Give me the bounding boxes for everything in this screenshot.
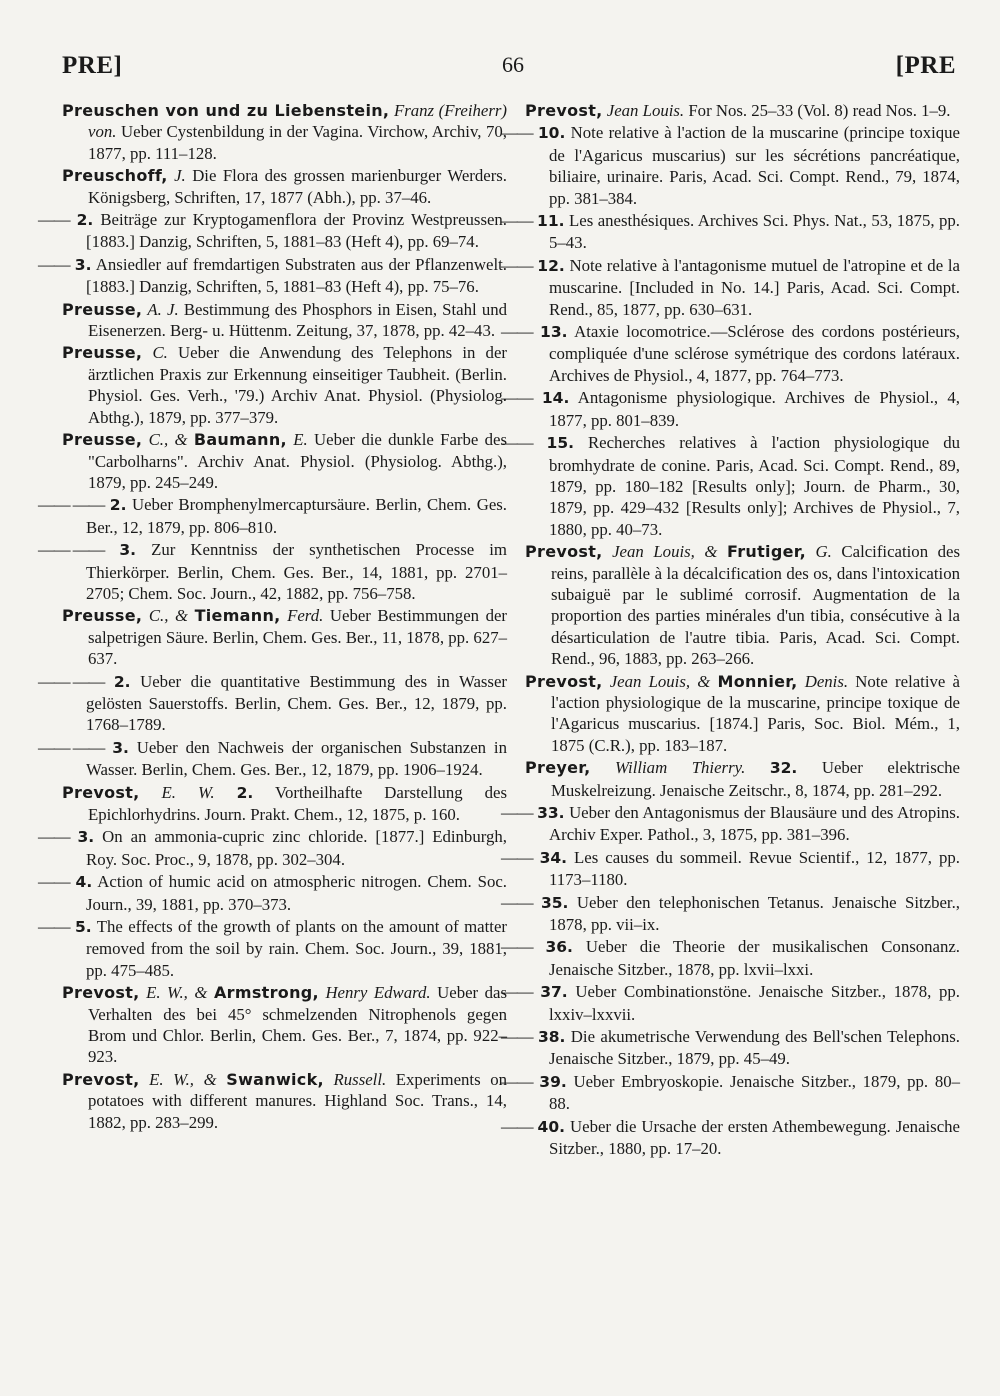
entry-text: Zur Kenntniss der synthetischen Processe im Thierkörper. Berlin, Chem. Ges. Ber., 14, 1881, pp. 2701–2705; Chem. Soc. Journ., 42, 1882, pp. 756–758. <box>86 540 507 603</box>
bibliography-entry <box>38 209 508 253</box>
entry-number: 33. <box>537 804 565 822</box>
bibliography-entry <box>62 342 507 428</box>
entry-given-name: Franz (Freiherr) von. <box>88 101 507 142</box>
bibliography-entry <box>38 539 507 604</box>
entry-given-name: Jean Louis, & <box>609 671 711 691</box>
entry-given-name: Jean Louis. <box>606 101 685 120</box>
entry-text: Les causes du sommeil. Revue Scientif., 12, 1877, pp. 1173–1180. <box>549 847 960 890</box>
entry-number: 34. <box>539 848 568 867</box>
entry-text: Note relative à l'antagonisme mutuel de l'atropine et de la muscarine. [Included in No. 14.] Paris, Acad. Sci. Compt. Rend., 85, 1877, pp. 630–631. <box>549 255 960 319</box>
entry-given-name: Jean Louis, & <box>612 542 718 562</box>
entry-text: Ueber Embryoskopie. Jenaische Sitzber., 1879, pp. 80–88. <box>549 1071 960 1114</box>
entry-text: Bestimmung des Phosphors in Eisen, Stahl und Eisenerzen. Berg- u. Hüttenm. Zeitung, 37, 1878, pp. 42–43. <box>88 299 507 341</box>
entry-dash: —— —— <box>38 671 105 691</box>
entry-number: 32. <box>769 759 798 778</box>
entry-number: 3. <box>119 541 137 560</box>
entry-number: 2. <box>76 211 94 230</box>
bibliography-entry <box>501 387 960 431</box>
entry-text: Ueber die dunkle Farbe des "Carbolharns". Archiv Anat. Physiol. (Physiolog. Abthg.), 1879, pp. 245–249. <box>88 430 507 492</box>
entry-given-name: William Thierry. <box>614 758 746 778</box>
entry-text: Antagonisme physiologique. Archives de Physiol., 4, 1877, pp. 801–839. <box>549 388 960 430</box>
entry-author: Preusse, <box>62 606 143 626</box>
bibliography-entry <box>38 737 507 781</box>
entry-text: Experiments on potatoes with different manures. Highland Soc. Trans., 14, 1882, pp. 283–299. <box>88 1069 507 1132</box>
bibliography-entry <box>501 255 960 320</box>
bibliography-entry <box>62 299 507 342</box>
entry-dash: —— <box>501 433 533 453</box>
entry-given-name: A. J. <box>147 299 179 319</box>
entry-number: 2. <box>113 672 131 691</box>
entry-text: Ueber die Theorie der musikalischen Consonanz. Jenaische Sitzber., 1878, pp. lxvii–lxxi. <box>549 937 960 979</box>
entry-author: Preusse, <box>62 430 143 450</box>
entry-dash: —— <box>38 254 70 274</box>
entry-number: 39. <box>539 1072 567 1091</box>
entry-dash: —— <box>501 211 533 231</box>
entry-given-name: C. <box>152 343 168 363</box>
entry-dash: —— <box>38 917 70 937</box>
entry-text: Ueber elektrische Muskelreizung. Jenaische Zeitschr., 8, 1874, pp. 281–292. <box>551 758 961 800</box>
entry-number: 13. <box>540 323 568 342</box>
entry-number: 4. <box>75 873 93 892</box>
entry-number: 3. <box>77 828 95 847</box>
entry-text: Ueber das Verhalten des bei 45° schmelzenden Nitrophenols gegen Brom und Chlor. Berlin, Chem. Ges. Ber., 7, 1874, pp. 922–923. <box>88 983 508 1067</box>
entry-coauthor: Frutiger, <box>727 542 806 562</box>
entry-author: Prevost, <box>525 101 603 120</box>
entry-dash: —— <box>38 827 70 847</box>
bibliography-entry <box>525 100 960 121</box>
left-column <box>38 100 508 1134</box>
bibliography-entry <box>38 254 507 298</box>
bibliography-entry <box>62 100 507 164</box>
entry-text: Ueber die quantitative Bestimmung des in Wasser gelösten Sauerstoffs. Berlin, Chem. Ges. Ber., 12, 1879, pp. 1768–1789. <box>86 671 507 735</box>
entry-text: Les anesthésiques. Archives Sci. Phys. Nat., 53, 1875, pp. 5–43. <box>549 211 960 253</box>
header-right: [PRE <box>895 52 956 79</box>
bibliography-entry <box>501 981 960 1025</box>
entry-text: Ataxie locomotrice.—Sclérose des cordons postérieurs, compliquée d'une sclérose symétrique des cordons latéraux. Archives de Physiol., 4, 1877, pp. 764–773. <box>549 322 961 385</box>
entry-dash: —— <box>501 1071 533 1091</box>
entry-coauthor-given-name: G. <box>815 542 832 562</box>
entry-coauthor-given-name: Russell. <box>333 1069 387 1089</box>
entry-number: 12. <box>537 256 565 275</box>
entry-text: On an ammonia-cupric zinc chloride. [1877.] Edinburgh, Roy. Soc. Proc., 9, 1878, pp. 302–304. <box>86 827 507 869</box>
entry-number: 36. <box>545 938 573 957</box>
entry-text: Ansiedler auf fremdartigen Substraten aus der Pflanzenwelt. [1883.] Danzig, Schriften, 5, 1881–83 (Heft 4), pp. 75–76. <box>86 254 507 297</box>
bibliography-entry <box>62 605 507 669</box>
entry-text: Ueber Cystenbildung in der Vagina. Virchow, Archiv, 70, 1877, pp. 111–128. <box>88 122 507 163</box>
bibliography-entry <box>62 782 507 826</box>
bibliography-entry <box>501 1071 960 1115</box>
entry-text: Ueber Combinationstöne. Jenaische Sitzber., 1878, pp. lxxiv–lxxvii. <box>549 982 960 1024</box>
entry-number: 3. <box>74 255 92 274</box>
bibliography-entry <box>501 432 960 540</box>
entry-text: Die Flora des grossen marienburger Werders. Königsberg, Schriften, 17, 1877 (Abh.), pp. 37–46. <box>88 166 508 207</box>
entry-text: Ueber Bestimmungen der salpetrigen Säure. Berlin, Chem. Ges. Ber., 11, 1878, pp. 627–637. <box>88 606 508 669</box>
entry-dash: —— <box>501 1027 533 1047</box>
entry-coauthor: Baumann, <box>193 430 287 450</box>
bibliography-entry <box>38 494 508 538</box>
entry-number: 14. <box>541 389 570 408</box>
bibliography-entry <box>501 122 960 209</box>
entry-dash: —— <box>501 1116 533 1136</box>
entry-author: Preuschoff, <box>62 166 168 186</box>
entry-text: Die akumetrische Verwendung des Bell'schen Telephons. Jenaische Sitzber., 1879, pp. 45–49. <box>549 1027 960 1069</box>
page-header <box>62 52 956 86</box>
entry-dash: —— <box>501 803 533 822</box>
entry-text: Ueber den telephonischen Tetanus. Jenaische Sitzber., 1878, pp. vii–ix. <box>549 892 960 935</box>
bibliography-entry <box>525 757 960 801</box>
entry-given-name: J. <box>174 166 186 186</box>
entry-dash: —— <box>38 872 70 892</box>
entry-dash: —— <box>501 123 533 143</box>
entry-number: 37. <box>540 983 568 1002</box>
entry-number: 2. <box>236 783 254 802</box>
entry-author: Prevost, <box>525 671 603 691</box>
entry-number: 10. <box>537 124 566 143</box>
entry-author: Preusse, <box>62 299 143 319</box>
header-left: PRE] <box>62 52 123 79</box>
entry-coauthor-given-name: E. <box>293 430 308 450</box>
entry-text: Ueber die Anwendung des Telephons in der ärztlichen Praxis zur Erkennung einseitiger Taubheit. (Berlin. Physiol. Ges. Verh., '79.) Archiv Anat. Physiol. (Physiolog. Abthg.), 1879, pp. 377–379. <box>88 343 507 427</box>
entry-coauthor: Monnier, <box>717 671 798 691</box>
bibliography-entry <box>501 321 961 386</box>
entry-text: Calcification des reins, parallèle à la décalcification des os, dans l'intoxication subaiguë par le sublimé corrosif. Augmentation de la proportion des parties minérales d'un tibia, consécutive à la désarticulation de l'autre tibia. Paris, Acad. Sci. Compt. Rend., 96, 1883, pp. 263–266. <box>551 542 961 669</box>
entry-number: 2. <box>109 496 127 515</box>
entry-text: For Nos. 25–33 (Vol. 8) read Nos. 1–9. <box>688 101 951 120</box>
bibliography-entry <box>62 165 507 208</box>
entry-number: 35. <box>540 893 569 912</box>
bibliography-entry <box>501 847 960 891</box>
bibliography-entry <box>501 210 960 254</box>
entry-given-name: C., & <box>148 430 188 450</box>
entry-author: Preuschen von und zu Liebenstein, <box>62 101 390 120</box>
entry-text: Ueber den Antagonismus der Blausäure und des Atropins. Archiv Exper. Pathol., 3, 1875, pp. 381–396. <box>549 803 960 845</box>
bibliography-entry <box>38 826 507 870</box>
entry-coauthor: Armstrong, <box>213 983 319 1003</box>
bibliography-entry <box>38 916 507 981</box>
entry-number: 15. <box>546 434 574 453</box>
bibliography-entry <box>62 429 507 493</box>
entry-given-name: E. W., & <box>149 1069 217 1089</box>
bibliography-entry <box>38 871 507 915</box>
entry-text: Note relative à l'action physiologique de la muscarine, principe toxique de l'Agaricus muscarius. [1874.] Paris, Soc. Biol. Mém., 1, 1875 (C.R.), pp. 183–187. <box>551 671 960 755</box>
entry-text: The effects of the growth of plants on the amount of matter removed from the soil by rain. Chem. Soc. Journ., 39, 1881, pp. 475–485. <box>86 917 507 980</box>
entry-dash: —— <box>501 982 533 1002</box>
entry-dash: —— <box>501 892 533 912</box>
entry-author: Prevost, <box>62 782 140 802</box>
bibliography-entry <box>38 671 507 736</box>
entry-dash: —— <box>501 388 533 408</box>
entry-author: Prevost, <box>525 542 603 562</box>
entry-author: Preyer, <box>525 758 591 778</box>
entry-text: Action of humic acid on atmospheric nitrogen. Chem. Soc. Journ., 39, 1881, pp. 370–373. <box>86 872 507 914</box>
entry-text: Recherches relatives à l'action physiologique du bromhydrate de conine. Paris, Acad. Sci. Compt. Rend., 89, 1879, pp. 180–182 [Results only]; Journ. de Pharm., 30, 1879, pp. 429–432 [Results only]; Archives de Physiol., 7, 1880, pp. 40–73. <box>549 433 960 539</box>
entry-number: 5. <box>74 918 92 937</box>
bibliography-entry <box>501 1026 960 1070</box>
entry-author: Prevost, <box>62 1069 140 1089</box>
page-number: 66 <box>502 52 524 77</box>
entry-given-name: E. W., & <box>146 983 208 1003</box>
bibliography-entry <box>501 892 960 936</box>
bibliography-entry <box>501 936 960 980</box>
entry-dash: —— —— <box>38 495 105 515</box>
bibliography-entry <box>501 802 960 846</box>
entry-given-name: E. W. <box>161 782 215 802</box>
bibliography-entry <box>62 982 507 1068</box>
entry-author: Prevost, <box>62 983 140 1003</box>
entry-coauthor: Tiemann, <box>194 606 281 626</box>
entry-number: 40. <box>537 1117 566 1136</box>
entry-author: Preusse, <box>62 343 143 363</box>
entry-number: 3. <box>112 738 129 757</box>
bibliography-entry <box>62 1069 507 1133</box>
entry-coauthor-given-name: Denis. <box>804 671 849 691</box>
entry-number: 11. <box>537 212 565 231</box>
entry-dash: —— —— <box>38 737 105 757</box>
entry-dash: —— <box>38 210 70 230</box>
entry-coauthor-given-name: Ferd. <box>287 606 324 626</box>
entry-number: 38. <box>537 1028 566 1047</box>
entry-coauthor-given-name: Henry Edward. <box>325 983 431 1003</box>
entry-text: Beiträge zur Kryptogamenflora der Provinz Westpreussen. [1883.] Danzig, Schriften, 5, 1881–83 (Heft 4), pp. 69–74. <box>86 210 508 252</box>
entry-given-name: C., & <box>148 606 188 626</box>
entry-dash: —— <box>501 847 533 867</box>
bibliography-entry <box>501 1116 960 1160</box>
entry-coauthor: Swanwick, <box>226 1069 324 1089</box>
entry-text: Ueber den Nachweis der organischen Substanzen in Wasser. Berlin, Chem. Ges. Ber., 12, 1879, pp. 1906–1924. <box>86 737 507 780</box>
entry-text: Vortheilhafte Darstellung des Epichlorhydrins. Journ. Prakt. Chem., 12, 1875, p. 160. <box>88 782 507 824</box>
entry-text: Ueber die Ursache der ersten Athembewegung. Jenaische Sitzber., 1880, pp. 17–20. <box>549 1116 960 1159</box>
bibliography-entry <box>525 541 960 669</box>
entry-text: Ueber Bromphenylmercaptursäure. Berlin, Chem. Ges. Ber., 12, 1879, pp. 806–810. <box>86 495 508 537</box>
bibliography-entry <box>525 671 960 757</box>
entry-dash: —— —— <box>38 540 105 560</box>
entry-dash: —— <box>501 322 533 342</box>
entry-dash: —— <box>501 255 533 275</box>
entry-text: Note relative à l'action de la muscarine (principe toxique de l'Agaricus muscarius) sur les sécrétions pancréatique, biliaire, urinaire. Paris, Acad. Sci. Compt. Rend., 79, 1874, pp. 381–384. <box>549 123 960 208</box>
right-column <box>501 100 961 1161</box>
entry-dash: —— <box>501 937 533 957</box>
